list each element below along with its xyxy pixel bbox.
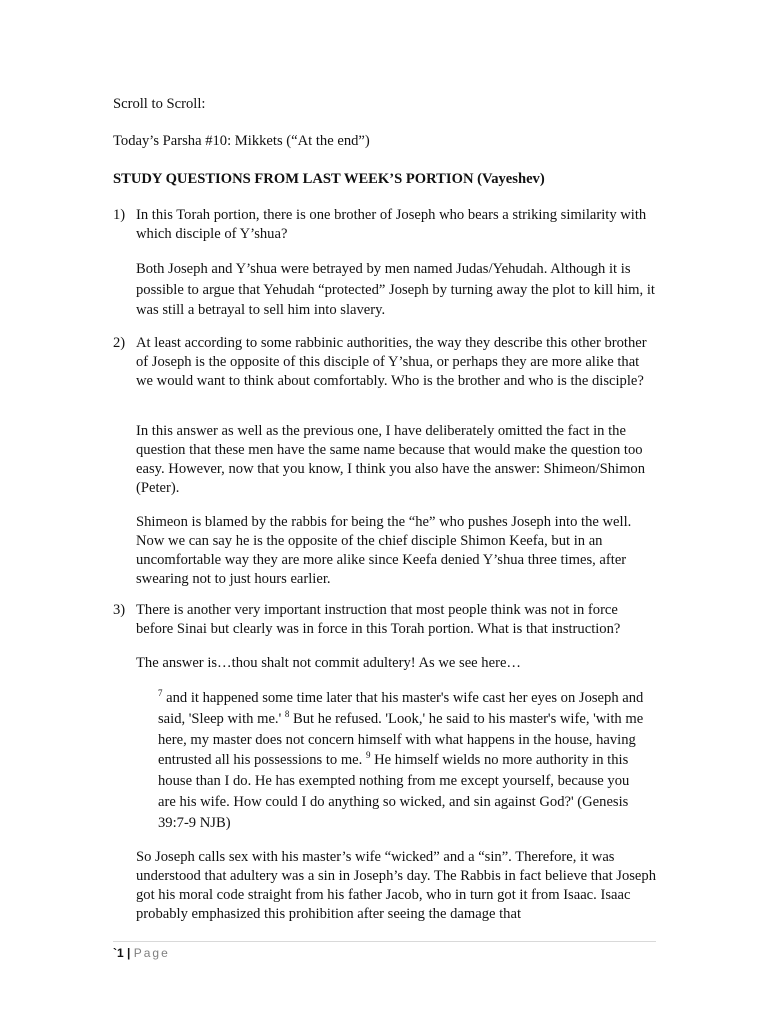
parsha-title: Today’s Parsha #10: Mikkets (“At the end”) — [113, 133, 370, 149]
question-number: 1) — [113, 207, 126, 223]
document-page — [113, 0, 658, 1024]
verse-text: and it happened some time later that his master's wife cast her eyes on Joseph and said, 'Sleep with me.' — [158, 690, 644, 727]
answer-intro: The answer is…thou shalt not commit adultery! As we see here… — [136, 655, 522, 671]
question-text: There is another very important instruction that most people think was not in force before Sinai but clearly was in force in this Torah portion. What is that instruction? — [136, 602, 621, 637]
answer-paragraph: Both Joseph and Y’shua were betrayed by men named Judas/Yehudah. Although it is possible to argue that Yehudah “protected” Joseph by turning away the plot to kill him, it was still a betrayal to sell him into slavery. — [136, 261, 655, 318]
answer-paragraph: Shimeon is blamed by the rabbis for being the “he” who pushes Joseph into the well. Now we can say he is the opposite of the chief disciple Shimon Keefa, but in an uncomfortable way they are more alike since Keefa denied Y’shua three times, after swearing not to just hours earlier. — [136, 514, 632, 587]
page-number: `1 | — [113, 946, 131, 960]
question-3 — [113, 601, 658, 639]
answer-paragraph: So Joseph calls sex with his master’s wife “wicked” and a “sin”. Therefore, it was understood that adultery was a sin in Joseph’s day. The Rabbis in fact believe that Joseph got his moral code straight from his father Jacob, who in turn got it from Isaac. Isaac probably emphasized this prohibition after seeing the damage that — [136, 849, 656, 922]
verse-text: But he refused. 'Look,' he said to his master's wife, 'with me here, my master does not concern himself with what happens in the house, having entrusted all his possessions to me. — [158, 710, 644, 769]
page-label: Page — [133, 946, 170, 960]
question-number: 2) — [113, 335, 126, 351]
verse-number: 7 — [158, 688, 163, 698]
verse-text: He himself wields no more authority in this house than I do. He has exempted nothing from me except yourself, because you are his wife. How could I do anything so wicked, and sin against God?' (Genesis 39:7-9 NJB) — [158, 752, 630, 831]
question-text: At least according to some rabbinic authorities, the way they describe this other brother of Joseph is the opposite of this disciple of Y’shua, or perhaps they are more alike that we would want to think about comfortably. Who is the brother and who is the disciple? — [136, 335, 647, 389]
question-number: 3) — [113, 602, 126, 618]
verse-number: 9 — [365, 750, 371, 761]
question-1 — [113, 206, 658, 244]
section-heading: STUDY QUESTIONS FROM LAST WEEK’S PORTION (Vayeshev) — [113, 171, 545, 187]
question-text: In this Torah portion, there is one brother of Joseph who bears a striking similarity with which disciple of Y’shua? — [136, 207, 647, 242]
series-title: Scroll to Scroll: — [113, 96, 206, 112]
scripture-quote — [158, 688, 648, 834]
answer-paragraph: In this answer as well as the previous one, I have deliberately omitted the fact in the question that these men have the same name because that would make the question too easy. However, now that you know, I think you also have the answer: Shimeon/Shimon (Peter). — [136, 423, 646, 496]
verse-number: 8 — [284, 708, 290, 719]
page-footer — [113, 944, 170, 963]
question-2 — [113, 334, 658, 391]
footer-divider — [113, 941, 656, 942]
